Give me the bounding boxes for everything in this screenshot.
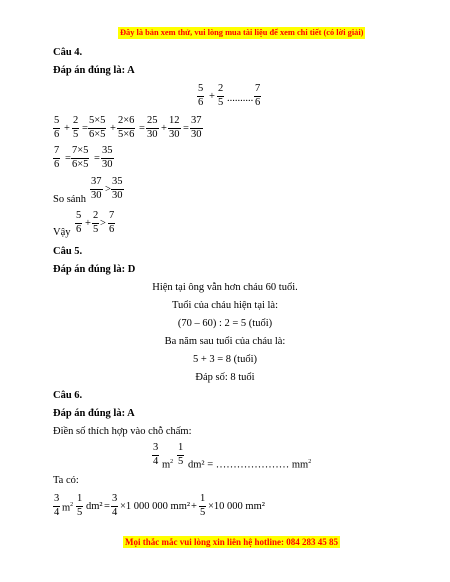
fraction-expanded-2: $\frac{2\times 6}{5\times 6}$ — [118, 115, 135, 140]
fraction-3-4: $\frac{3}{4}$ — [112, 493, 118, 518]
plus-sign: + — [209, 91, 215, 102]
fraction-5-6: $\frac{5}{6}$ — [76, 210, 82, 235]
fraction-7-6: $\frac{7}{6}$ — [255, 83, 261, 108]
fraction-expanded-3: $\frac{7\times 5}{6\times 5}$ — [72, 145, 89, 170]
equals-sign: = — [82, 123, 88, 134]
plus-sign: + — [161, 123, 167, 134]
plus-sign: + — [64, 123, 70, 134]
footer-banner: Mọi thắc mắc vui lòng xin liên hệ hotline: 084 283 45 85 — [125, 537, 339, 547]
q5-answer: Đáp án đúng là: D — [53, 264, 136, 275]
q4-title: Câu 4. — [53, 47, 83, 58]
fraction-expanded-1: $\frac{5\times 5}{6\times 5}$ — [89, 115, 106, 140]
plus-sign: + — [85, 218, 91, 229]
plus-sign: + — [191, 501, 197, 512]
fraction-3-4: $\frac{3}{4}$ — [153, 442, 159, 467]
equals-sign: = — [183, 123, 189, 134]
fraction-25-30: $\frac{25}{30}$ — [147, 115, 158, 140]
multiplier-1000000: ×1 000 000 mm² — [120, 501, 191, 512]
fraction-1-5: $\frac{1}{5}$ — [200, 493, 206, 518]
fraction-2-5: $\frac{2}{5}$ — [93, 210, 99, 235]
fraction-7-6: $\frac{7}{6}$ — [54, 145, 60, 170]
q6-prompt: Điền số thích hợp vào chỗ chấm: — [53, 426, 192, 437]
q5-line: 5 + 3 = 8 (tuổi) — [192, 354, 258, 365]
q5-line: Hiện tại ông vẫn hơn cháu 60 tuổi. — [152, 282, 298, 293]
q6-answer: Đáp án đúng là: A — [53, 408, 135, 419]
equals-sign: = — [94, 153, 100, 164]
fraction-2-5: $\frac{2}{5}$ — [218, 83, 224, 108]
fraction-35-30: $\frac{35}{30}$ — [102, 145, 113, 170]
unit-m2: $m^2$ — [162, 459, 174, 471]
equals-sign: = — [104, 501, 110, 512]
equals-sign: = — [65, 153, 71, 164]
multiplier-10000: ×10 000 mm² — [208, 501, 265, 512]
fraction-37-30: $\frac{37}{30}$ — [191, 115, 202, 140]
q5-title: Câu 5. — [53, 246, 83, 257]
fraction-5-6: $\frac{5}{6}$ — [198, 83, 204, 108]
fraction-1-5: $\frac{1}{5}$ — [178, 442, 184, 467]
plus-sign: + — [110, 123, 116, 134]
fraction-5-6: $\frac{5}{6}$ — [54, 115, 60, 140]
so-sanh-label: So sánh — [53, 194, 86, 205]
unit-m2: $m^2$ — [62, 502, 74, 514]
dots-placeholder: .......... — [227, 93, 254, 104]
fraction-1-5: $\frac{1}{5}$ — [77, 493, 83, 518]
fraction-3-4: $\frac{3}{4}$ — [54, 493, 60, 518]
fraction-35-30: $\frac{35}{30}$ — [112, 176, 123, 201]
fraction-12-30: $\frac{12}{30}$ — [169, 115, 180, 140]
q5-line: Ba năm sau tuổi của cháu là: — [164, 336, 286, 347]
header-banner: Đây là bản xem thử, vui lòng mua tài liệu để xem chi tiết (có lời giải) — [120, 28, 364, 37]
vay-label: Vậy — [53, 227, 71, 238]
greater-than-sign: > — [105, 184, 111, 195]
fraction-2-5: $\frac{2}{5}$ — [73, 115, 79, 140]
equals-sign: = — [139, 123, 145, 134]
ta-co-label: Ta có: — [53, 475, 79, 486]
fraction-7-6: $\frac{7}{6}$ — [109, 210, 115, 235]
unit-dm2: dm² — [86, 501, 103, 512]
blank-equation: dm² = ………………… $mm^2$ — [188, 459, 312, 471]
q4-answer: Đáp án đúng là: A — [53, 65, 135, 76]
q6-title: Câu 6. — [53, 390, 83, 401]
q5-line: (70 – 60) : 2 = 5 (tuổi) — [177, 318, 273, 329]
q5-line: Tuổi của cháu hiện tại là: — [171, 300, 279, 311]
fraction-37-30: $\frac{37}{30}$ — [91, 176, 102, 201]
greater-than-sign: > — [100, 218, 106, 229]
q5-line: Đáp số: 8 tuổi — [195, 372, 255, 383]
